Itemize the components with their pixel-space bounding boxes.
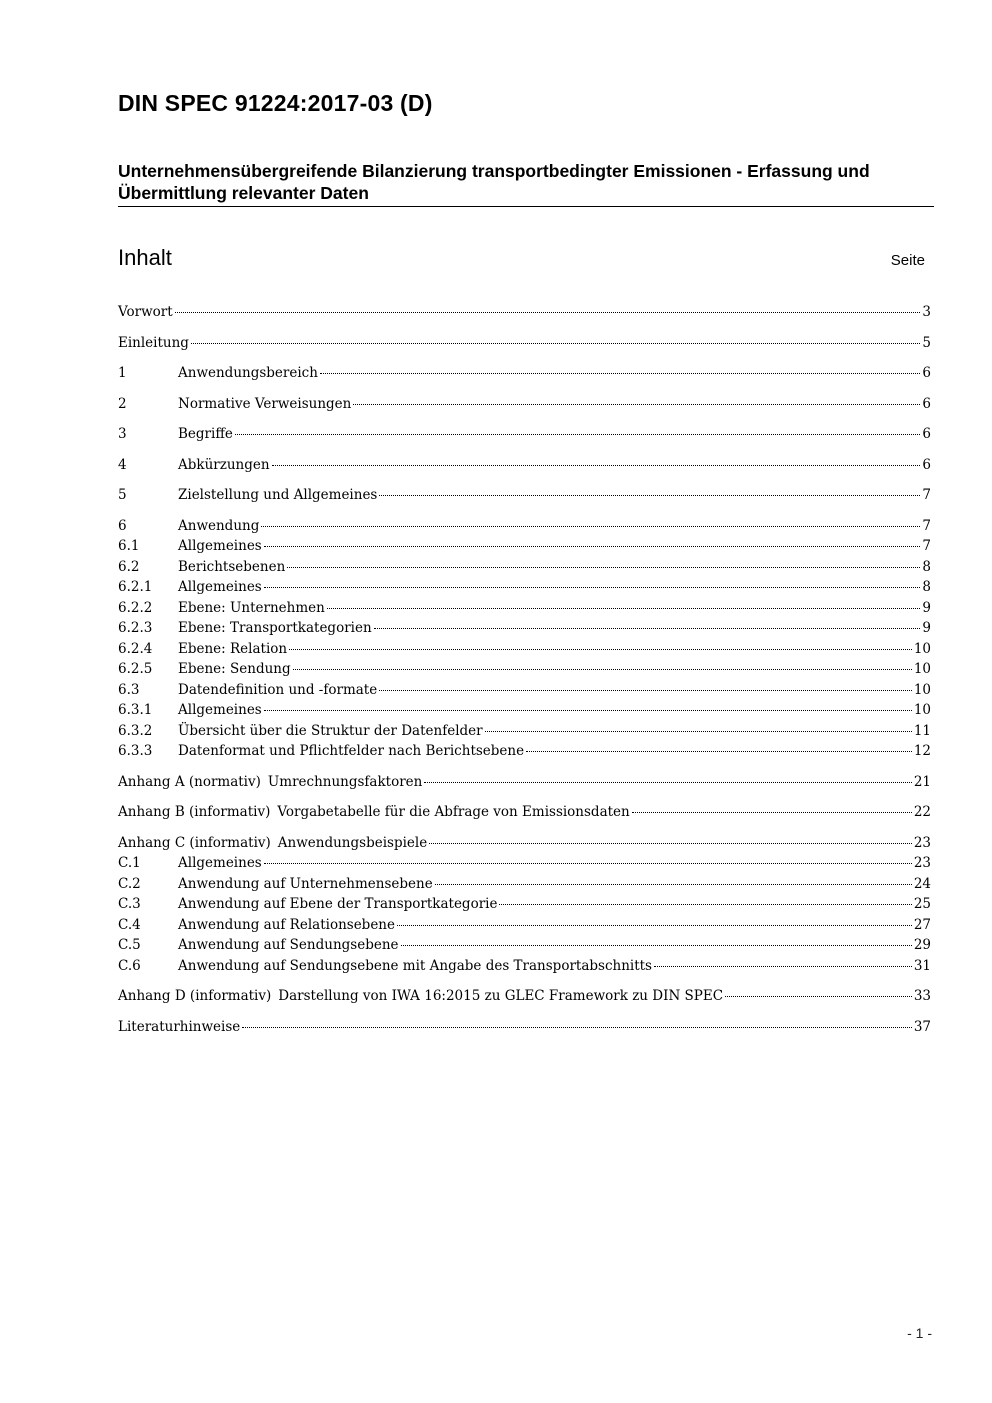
toc-entry-label-group <box>178 700 262 721</box>
toc-entry-page: 6 <box>922 395 931 412</box>
toc-entry-title: Anwendungsbereich <box>178 365 318 381</box>
toc-entry-page: 29 <box>913 937 931 953</box>
toc-entry-page: 5 <box>922 334 931 351</box>
toc-entry-page: 21 <box>913 773 931 790</box>
toc-entry-label-group <box>118 833 427 854</box>
toc-entry-label-group <box>178 853 262 874</box>
dot-leader <box>289 645 912 650</box>
toc-entry-page: 8 <box>922 579 931 595</box>
toc-entry-page: 22 <box>913 804 931 820</box>
toc-entry-page: 11 <box>913 722 931 739</box>
toc-entry[interactable] <box>118 1017 931 1038</box>
toc-entry[interactable] <box>118 935 931 956</box>
toc-entry-page: 6 <box>922 426 931 442</box>
toc-entry-page: 31 <box>913 957 931 974</box>
dot-leader <box>264 859 912 864</box>
toc-heading: Inhalt <box>118 245 172 270</box>
toc-entry-label-group <box>118 302 173 323</box>
toc-entry-number: 4 <box>118 456 127 473</box>
footer-page-number: - 1 - <box>907 1325 932 1341</box>
toc-entry[interactable] <box>118 833 931 854</box>
toc-entry-page: 9 <box>922 599 931 616</box>
toc-entry-title: Berichtsebenen <box>178 558 286 575</box>
toc-entry-label-group <box>178 639 287 660</box>
dot-leader <box>191 339 920 344</box>
toc-entry-number: 6.3.2 <box>118 722 153 739</box>
toc-entry-page: 10 <box>913 702 931 718</box>
dot-leader <box>272 461 921 466</box>
toc-entry-label-group <box>178 577 262 598</box>
toc-entry-number: C.4 <box>118 916 141 933</box>
dot-leader <box>485 727 912 732</box>
toc-entry-title: Vorgabetabelle für die Abfrage von Emissionsdaten <box>277 804 630 820</box>
toc-entry-title: Normative Verweisungen <box>178 395 352 412</box>
dot-leader <box>261 522 920 527</box>
toc-entry-page: 9 <box>922 620 931 636</box>
toc-entry-number: C.2 <box>118 875 141 892</box>
dot-leader <box>320 369 920 374</box>
toc-entry[interactable] <box>118 363 931 384</box>
toc-entry-label-group <box>118 986 723 1007</box>
toc-entry-number: 6.2.2 <box>118 599 153 616</box>
title-divider <box>118 206 934 207</box>
toc-entry-title: Zielstellung und Allgemeines <box>178 487 378 503</box>
toc-entry-page: 7 <box>922 487 931 503</box>
toc-entry-annex-prefix: Anhang C (informativ) <box>118 834 271 851</box>
dot-leader <box>435 880 912 885</box>
toc-entry-title: Ebene: Transportkategorien <box>178 620 372 636</box>
toc-entry[interactable] <box>118 956 931 977</box>
toc-entry[interactable] <box>118 802 931 823</box>
toc-entry-title: Anwendung auf Sendungsebene <box>178 937 399 953</box>
toc-entry-number: 6.3 <box>118 681 140 698</box>
toc-entry-title: Datendefinition und -formate <box>178 681 378 698</box>
toc-entry[interactable] <box>118 333 931 354</box>
toc-entry[interactable] <box>118 424 931 445</box>
dot-leader <box>327 604 921 609</box>
toc-entry-page: 3 <box>922 304 931 320</box>
toc-entry-title: Allgemeines <box>178 702 262 718</box>
toc-entry-title: Datenformat und Pflichtfelder nach Berichtsebene <box>178 743 525 759</box>
toc-entry-label-group <box>178 956 652 977</box>
toc-entry-title: Anwendung auf Unternehmensebene <box>178 875 433 892</box>
toc-entry-number: 6.3.1 <box>118 702 153 718</box>
toc-entry-number: C.1 <box>118 855 141 871</box>
toc-entry-label-group <box>118 333 189 354</box>
dot-leader <box>287 563 920 568</box>
toc-entry[interactable] <box>118 659 931 680</box>
dot-leader <box>242 1023 912 1028</box>
dot-leader <box>725 992 912 997</box>
toc-entry-page: 10 <box>913 640 931 657</box>
toc-entry-annex-prefix: Anhang D (informativ) <box>118 988 272 1004</box>
toc-entry-number: 6.2 <box>118 558 140 575</box>
toc-entry-label-group <box>178 915 395 936</box>
toc-entry-title: Ebene: Relation <box>178 640 288 657</box>
toc-entry-page: 23 <box>913 834 931 851</box>
toc-entry-label-group <box>118 802 630 823</box>
toc-entry[interactable] <box>118 639 931 660</box>
document-title: DIN SPEC 91224:2017-03 (D) <box>118 90 433 116</box>
toc-entry-title: Anwendung <box>178 517 260 534</box>
toc-entry-page: 6 <box>922 365 931 381</box>
toc-entry-number: C.5 <box>118 937 141 953</box>
toc-entry-page: 10 <box>913 661 931 677</box>
dot-leader <box>353 400 920 405</box>
toc-entry-annex-prefix: Anhang A (normativ) <box>118 773 261 790</box>
toc-entry-number: 5 <box>118 487 127 503</box>
toc-entry-number: C.6 <box>118 957 141 974</box>
toc-entry-page: 6 <box>922 456 931 473</box>
toc-entry-label-group <box>178 894 497 915</box>
page-column-label: Seite <box>890 252 925 269</box>
toc-entry-page: 37 <box>913 1018 931 1035</box>
toc-entry-page: 24 <box>913 875 931 892</box>
dot-leader <box>401 941 912 946</box>
toc-entry-page: 25 <box>913 896 931 912</box>
toc-entry-label-group <box>178 618 372 639</box>
toc-entry[interactable] <box>118 700 931 721</box>
dot-leader <box>526 747 912 752</box>
toc-entry[interactable] <box>118 455 931 476</box>
toc-entry[interactable] <box>118 618 931 639</box>
toc-entry[interactable] <box>118 741 931 762</box>
toc-entry-number: 6.3.3 <box>118 743 153 759</box>
dot-leader <box>397 921 912 926</box>
toc-entry-label-group <box>178 935 399 956</box>
document-subtitle: Unternehmensübergreifende Bilanzierung transportbedingter Emissionen - Erfassung und Übermittlung relevanter Daten <box>118 161 870 203</box>
toc-entry-title: Allgemeines <box>178 579 262 595</box>
toc-entry-page: 8 <box>922 558 931 575</box>
toc-entry-title: Begriffe <box>178 426 233 442</box>
toc-entry[interactable] <box>118 536 931 557</box>
toc-entry-title: Allgemeines <box>178 855 262 871</box>
dot-leader <box>654 962 912 967</box>
dot-leader <box>293 665 912 670</box>
toc-entry-title: Darstellung von IWA 16:2015 zu GLEC Framework zu DIN SPEC <box>278 988 724 1004</box>
toc-entry-label-group <box>178 557 285 578</box>
toc-entry[interactable] <box>118 302 931 323</box>
toc-entry-title: Anwendungsbeispiele <box>277 834 428 851</box>
dot-leader <box>499 900 911 905</box>
toc-entry[interactable] <box>118 557 931 578</box>
toc-entry-label-group <box>178 659 291 680</box>
toc-entry[interactable] <box>118 986 931 1007</box>
toc-entry-label-group <box>178 485 377 506</box>
toc-entry-annex-prefix: Anhang B (informativ) <box>118 804 271 820</box>
toc-entry-number: 6.2.3 <box>118 620 153 636</box>
toc-entry-title: Anwendung auf Relationsebene <box>178 916 395 933</box>
dot-leader <box>264 706 912 711</box>
toc-entry-title: Übersicht über die Struktur der Datenfelder <box>178 722 483 739</box>
toc-entry-number: 6.2.1 <box>118 579 153 595</box>
toc-entry-title: Anwendung auf Sendungsebene mit Angabe des Transportabschnitts <box>178 957 652 974</box>
toc-entry-title: Umrechnungsfaktoren <box>267 773 423 790</box>
toc-entry-page: 27 <box>913 916 931 933</box>
dot-leader <box>264 542 921 547</box>
toc-entry-label-group <box>178 516 259 537</box>
toc-entry-title: Allgemeines <box>178 538 262 554</box>
dot-leader <box>379 686 912 691</box>
toc-entry-label-group <box>178 680 377 701</box>
toc-entry-page: 7 <box>922 538 931 554</box>
toc-entry-number: 6 <box>118 517 127 534</box>
toc-entry-number: 3 <box>118 426 127 442</box>
toc-entry-number: 1 <box>118 365 127 381</box>
toc-entry[interactable] <box>118 516 931 537</box>
dot-leader <box>379 491 920 496</box>
toc-entry[interactable] <box>118 598 931 619</box>
toc-entry-label-group <box>178 363 318 384</box>
toc-entry-page: 12 <box>913 743 931 759</box>
dot-leader <box>632 808 912 813</box>
toc-entry[interactable] <box>118 485 931 506</box>
toc-entry-title: Literaturhinweise <box>118 1018 241 1035</box>
toc-entry-label-group <box>178 424 233 445</box>
toc-entry[interactable] <box>118 853 931 874</box>
toc-entry[interactable] <box>118 874 931 895</box>
toc-entry-number: 6.2.5 <box>118 661 153 677</box>
toc-entry[interactable] <box>118 394 931 415</box>
dot-leader <box>429 839 912 844</box>
toc-entry-number: 6.1 <box>118 538 140 554</box>
dot-leader <box>235 430 921 435</box>
toc-entry-label-group <box>118 1017 240 1038</box>
toc-entry-number: 2 <box>118 395 127 412</box>
toc-entry[interactable] <box>118 915 931 936</box>
toc-entry-page: 10 <box>913 681 931 698</box>
toc-entry-label-group <box>118 772 422 793</box>
toc-entry[interactable] <box>118 721 931 742</box>
toc-entry[interactable] <box>118 680 931 701</box>
toc-entry-title: Ebene: Unternehmen <box>178 599 325 616</box>
toc-entry-page: 23 <box>913 855 931 871</box>
table-of-contents <box>118 302 931 1037</box>
toc-entry-label-group <box>178 598 325 619</box>
dot-leader <box>374 624 921 629</box>
toc-entry-number: 6.2.4 <box>118 640 153 657</box>
toc-entry-page: 7 <box>922 517 931 534</box>
toc-entry-label-group <box>178 536 262 557</box>
toc-entry-title: Anwendung auf Ebene der Transportkategorie <box>178 896 498 912</box>
toc-entry-label-group <box>178 455 270 476</box>
toc-entry-title: Abkürzungen <box>178 456 270 473</box>
dot-leader <box>264 583 921 588</box>
toc-entry[interactable] <box>118 894 931 915</box>
toc-entry-label-group <box>178 721 483 742</box>
toc-entry[interactable] <box>118 577 931 598</box>
toc-entry[interactable] <box>118 772 931 793</box>
toc-entry-label-group <box>178 874 433 895</box>
toc-entry-title: Ebene: Sendung <box>178 661 291 677</box>
toc-entry-title: Vorwort <box>118 304 173 320</box>
toc-entry-page: 33 <box>913 988 931 1004</box>
dot-leader <box>175 308 921 313</box>
toc-entry-label-group <box>178 394 351 415</box>
dot-leader <box>424 778 911 783</box>
toc-entry-label-group <box>178 741 524 762</box>
toc-entry-number: C.3 <box>118 896 141 912</box>
toc-entry-title: Einleitung <box>118 334 189 351</box>
